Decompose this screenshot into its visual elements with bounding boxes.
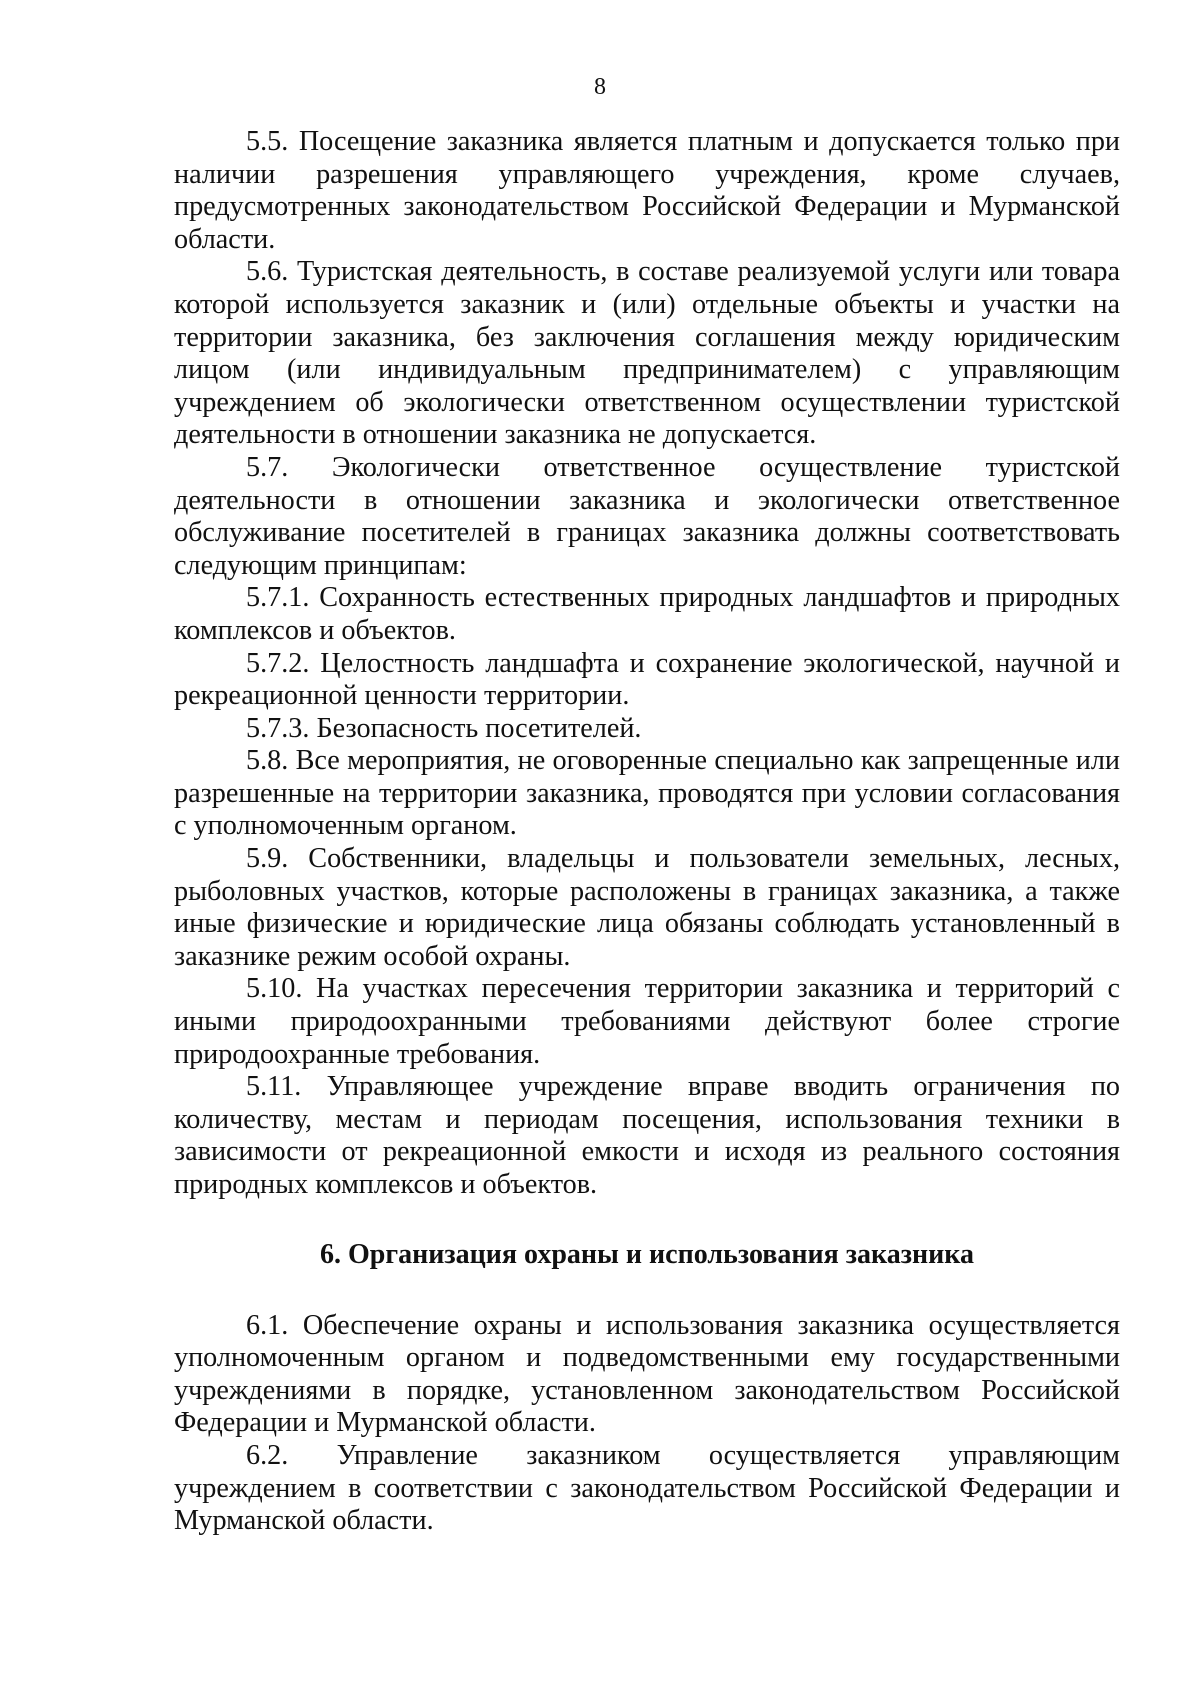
paragraph-5-5: 5.5. Посещение заказника является платным и допускается только при наличии разрешения управляющего учреждения, кроме случаев, предусмотренных законодательством Российской Федерации и Мурманской области. bbox=[174, 126, 1120, 255]
document-body bbox=[174, 126, 1120, 1538]
paragraph-5-7-3: 5.7.3. Безопасность посетителей. bbox=[246, 712, 642, 744]
paragraph-5-8: 5.8. Все мероприятия, не оговоренные специально как запрещенные или разрешенные на территории заказника, проводятся при условии согласования с уполномоченным органом. bbox=[174, 745, 1120, 842]
paragraph-5-6: 5.6. Туристская деятельность, в составе реализуемой услуги или товара которой используется заказник и (или) отдельные объекты и участки на территории заказника, без заключения соглашения между юридическим лицом (или индивидуальным предпринимателем) с управляющим учреждением об экологически ответственном осуществлении туристской деятельности в отношении заказника не допускается. bbox=[174, 256, 1120, 451]
paragraph-5-7-2: 5.7.2. Целостность ландшафта и сохранение экологической, научной и рекреационной ценности территории. bbox=[174, 647, 1120, 712]
section-heading: 6. Организация охраны и использования заказника bbox=[320, 1238, 974, 1270]
paragraph-5-7: 5.7. Экологически ответственное осуществление туристской деятельности в отношении заказника и экологически ответственное обслуживание посетителей в границах заказника должны соответствовать следующим принципам: bbox=[174, 451, 1120, 581]
page-number: 8 bbox=[594, 74, 606, 100]
paragraph-6-2: 6.2. Управление заказником осуществляется управляющим учреждением в соответствии с законодательством Российской Федерации и Мурманской области. bbox=[174, 1439, 1120, 1537]
paragraph-5-10: 5.10. На участках пересечения территории заказника и территорий с иными природоохранными требованиями действуют более строгие природоохранные требования. bbox=[174, 973, 1120, 1070]
paragraph-5-7-1: 5.7.1. Сохранность естественных природных ландшафтов и природных комплексов и объектов. bbox=[174, 582, 1120, 646]
paragraph-6-1: 6.1. Обеспечение охраны и использования заказника осуществляется уполномоченным органом и подведомственными ему государственными учреждениями в порядке, установленном законодательством Российской Федерации и Мурманской области. bbox=[174, 1309, 1120, 1439]
paragraph-5-9: 5.9. Собственники, владельцы и пользователи земельных, лесных, рыболовных участков, которые расположены в границах заказника, а также иные физические и юридические лица обязаны соблюдать установленный в заказнике режим особой охраны. bbox=[174, 843, 1120, 972]
paragraph-5-11: 5.11. Управляющее учреждение вправе вводить ограничения по количеству, местам и периодам посещения, использования техники в зависимости от рекреационной емкости и исходя из реального состояния природных комплексов и объектов. bbox=[174, 1071, 1120, 1200]
